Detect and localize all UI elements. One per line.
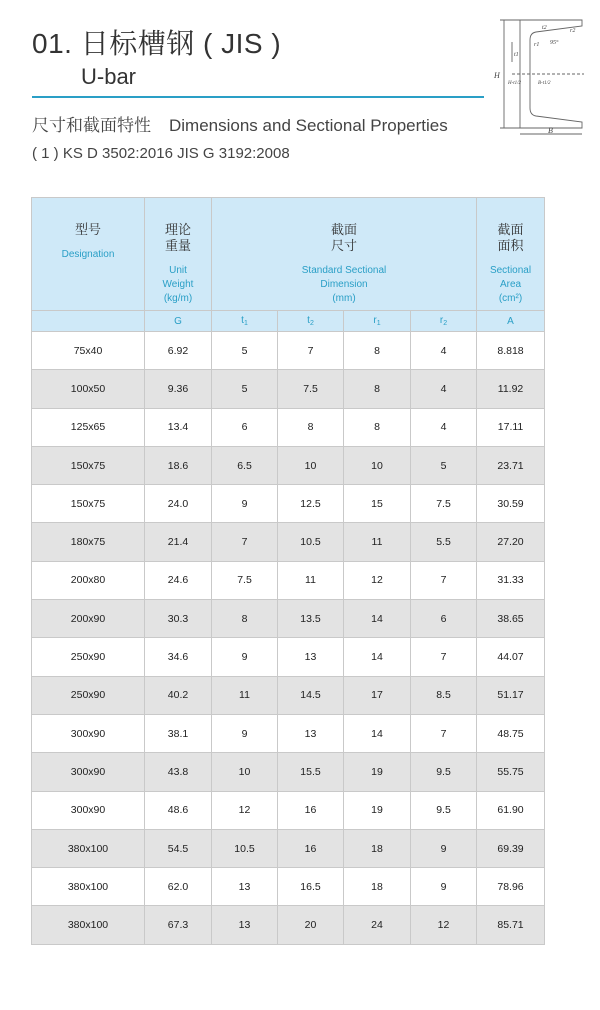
cell-area: 61.90 bbox=[477, 791, 545, 829]
table-row bbox=[32, 332, 545, 370]
cell-r1: 14 bbox=[344, 600, 411, 638]
cell-r2: 9.5 bbox=[411, 753, 477, 791]
cell-t2: 11 bbox=[278, 561, 344, 599]
cell-t2: 20 bbox=[278, 906, 344, 944]
u-channel-diagram bbox=[490, 12, 585, 137]
subheader-r1: $r_1$ bbox=[344, 311, 411, 332]
cell-weight: 6.92 bbox=[145, 332, 212, 370]
cell-area: 85.71 bbox=[477, 906, 545, 944]
cell-r1: 14 bbox=[344, 638, 411, 676]
cell-t1: 5 bbox=[212, 370, 278, 408]
cell-weight: 54.5 bbox=[145, 829, 212, 867]
cell-t1: 10.5 bbox=[212, 829, 278, 867]
cell-r2: 4 bbox=[411, 370, 477, 408]
cell-t1: 10 bbox=[212, 753, 278, 791]
cell-t2: 8 bbox=[278, 408, 344, 446]
cell-t2: 13.5 bbox=[278, 600, 344, 638]
cell-t1: 9 bbox=[212, 638, 278, 676]
table-row bbox=[32, 485, 545, 523]
cell-r2: 8.5 bbox=[411, 676, 477, 714]
cell-r2: 7 bbox=[411, 561, 477, 599]
cell-r2: 7 bbox=[411, 638, 477, 676]
cell-t2: 12.5 bbox=[278, 485, 344, 523]
diagram-label-r2: r2 bbox=[570, 28, 576, 34]
cell-area: 11.92 bbox=[477, 370, 545, 408]
cell-t1: 7 bbox=[212, 523, 278, 561]
cell-area: 55.75 bbox=[477, 753, 545, 791]
cell-area: 23.71 bbox=[477, 446, 545, 484]
table-row bbox=[32, 446, 545, 484]
cell-r1: 14 bbox=[344, 714, 411, 752]
cell-weight: 34.6 bbox=[145, 638, 212, 676]
table-row bbox=[32, 561, 545, 599]
cell-r2: 7.5 bbox=[411, 485, 477, 523]
cell-t2: 7.5 bbox=[278, 370, 344, 408]
table-row bbox=[32, 906, 545, 944]
cell-r2: 9 bbox=[411, 829, 477, 867]
cell-r2: 4 bbox=[411, 408, 477, 446]
table-row bbox=[32, 829, 545, 867]
cell-designation: 125x65 bbox=[32, 408, 145, 446]
diagram-label-h-half: H-t1/2 bbox=[508, 81, 522, 86]
table-row bbox=[32, 408, 545, 446]
section-heading bbox=[32, 111, 448, 136]
table-row bbox=[32, 370, 545, 408]
section-heading-zh: 尺寸和截面特性 bbox=[32, 116, 151, 135]
diagram-label-b: B bbox=[548, 126, 553, 135]
header-weight: 理论 重量 Unit Weight (kg/m) bbox=[145, 198, 212, 311]
table-row bbox=[32, 753, 545, 791]
cell-t2: 15.5 bbox=[278, 753, 344, 791]
cell-r1: 12 bbox=[344, 561, 411, 599]
header-area: 截面 面积 Sectional Area (cm²) bbox=[477, 198, 545, 311]
cell-r1: 8 bbox=[344, 370, 411, 408]
cell-t1: 11 bbox=[212, 676, 278, 714]
cell-r1: 19 bbox=[344, 791, 411, 829]
specification-table bbox=[31, 197, 545, 945]
cell-r2: 5 bbox=[411, 446, 477, 484]
cell-area: 51.17 bbox=[477, 676, 545, 714]
cell-weight: 48.6 bbox=[145, 791, 212, 829]
cell-weight: 21.4 bbox=[145, 523, 212, 561]
cell-designation: 300x90 bbox=[32, 753, 145, 791]
cell-r1: 8 bbox=[344, 408, 411, 446]
cell-designation: 380x100 bbox=[32, 829, 145, 867]
table-row bbox=[32, 676, 545, 714]
subheader-a: A bbox=[477, 311, 545, 332]
table-row bbox=[32, 600, 545, 638]
cell-designation: 380x100 bbox=[32, 906, 145, 944]
cell-area: 78.96 bbox=[477, 868, 545, 906]
diagram-label-angle: 95° bbox=[550, 40, 559, 46]
cell-designation: 200x80 bbox=[32, 561, 145, 599]
cell-r2: 9.5 bbox=[411, 791, 477, 829]
section-heading-en: Dimensions and Sectional Properties bbox=[169, 116, 448, 135]
table-row bbox=[32, 523, 545, 561]
cell-area: 38.65 bbox=[477, 600, 545, 638]
cell-t2: 13 bbox=[278, 638, 344, 676]
cell-t2: 10.5 bbox=[278, 523, 344, 561]
subheader-designation-spacer bbox=[32, 311, 145, 332]
cell-t1: 9 bbox=[212, 714, 278, 752]
cell-r1: 19 bbox=[344, 753, 411, 791]
cell-weight: 38.1 bbox=[145, 714, 212, 752]
diagram-label-t1: t1 bbox=[514, 52, 519, 58]
cell-t1: 12 bbox=[212, 791, 278, 829]
cell-r1: 24 bbox=[344, 906, 411, 944]
cell-t1: 6 bbox=[212, 408, 278, 446]
subheader-r2: $r_2$ bbox=[411, 311, 477, 332]
cell-t1: 9 bbox=[212, 485, 278, 523]
cell-r2: 7 bbox=[411, 714, 477, 752]
cell-weight: 9.36 bbox=[145, 370, 212, 408]
cell-designation: 300x90 bbox=[32, 791, 145, 829]
cell-weight: 30.3 bbox=[145, 600, 212, 638]
diagram-label-r1: r1 bbox=[534, 42, 540, 48]
cell-r1: 8 bbox=[344, 332, 411, 370]
cell-r1: 17 bbox=[344, 676, 411, 714]
cell-t2: 14.5 bbox=[278, 676, 344, 714]
cell-area: 27.20 bbox=[477, 523, 545, 561]
cell-designation: 300x90 bbox=[32, 714, 145, 752]
cell-area: 44.07 bbox=[477, 638, 545, 676]
cell-weight: 40.2 bbox=[145, 676, 212, 714]
subheader-t2: $t_2$ bbox=[278, 311, 344, 332]
cell-designation: 100x50 bbox=[32, 370, 145, 408]
cell-t1: 13 bbox=[212, 906, 278, 944]
cell-area: 48.75 bbox=[477, 714, 545, 752]
title-divider bbox=[32, 96, 484, 98]
cell-t1: 5 bbox=[212, 332, 278, 370]
cell-r1: 15 bbox=[344, 485, 411, 523]
cell-designation: 380x100 bbox=[32, 868, 145, 906]
standard-reference: ( 1 ) KS D 3502:2016 JIS G 3192:2008 bbox=[32, 145, 290, 162]
cell-r1: 18 bbox=[344, 868, 411, 906]
cell-t2: 16 bbox=[278, 791, 344, 829]
cell-t2: 13 bbox=[278, 714, 344, 752]
cell-weight: 62.0 bbox=[145, 868, 212, 906]
cell-r2: 9 bbox=[411, 868, 477, 906]
cell-designation: 250x90 bbox=[32, 638, 145, 676]
diagram-label-b-half: B-t1/2 bbox=[538, 81, 551, 86]
cell-r1: 10 bbox=[344, 446, 411, 484]
cell-designation: 150x75 bbox=[32, 446, 145, 484]
cell-weight: 67.3 bbox=[145, 906, 212, 944]
cell-designation: 150x75 bbox=[32, 485, 145, 523]
cell-t2: 10 bbox=[278, 446, 344, 484]
cell-designation: 180x75 bbox=[32, 523, 145, 561]
cell-designation: 250x90 bbox=[32, 676, 145, 714]
cell-r2: 12 bbox=[411, 906, 477, 944]
header-dimension: 截面 尺寸 Standard Sectional Dimension (mm) bbox=[212, 198, 477, 311]
cell-r1: 11 bbox=[344, 523, 411, 561]
diagram-label-h: H bbox=[494, 71, 500, 80]
subheader-t1: $t_1$ bbox=[212, 311, 278, 332]
cell-t2: 7 bbox=[278, 332, 344, 370]
cell-area: 8.818 bbox=[477, 332, 545, 370]
table-row bbox=[32, 638, 545, 676]
table-row bbox=[32, 714, 545, 752]
cell-area: 17.11 bbox=[477, 408, 545, 446]
cell-designation: 200x90 bbox=[32, 600, 145, 638]
subheader-g: G bbox=[145, 311, 212, 332]
cell-weight: 24.0 bbox=[145, 485, 212, 523]
cell-t1: 8 bbox=[212, 600, 278, 638]
table-row bbox=[32, 868, 545, 906]
page-subtitle: U-bar bbox=[81, 64, 137, 89]
diagram-label-t2: t2 bbox=[542, 25, 547, 31]
cell-designation: 75x40 bbox=[32, 332, 145, 370]
cell-weight: 18.6 bbox=[145, 446, 212, 484]
cell-t2: 16.5 bbox=[278, 868, 344, 906]
cell-area: 30.59 bbox=[477, 485, 545, 523]
cell-t1: 13 bbox=[212, 868, 278, 906]
cell-weight: 43.8 bbox=[145, 753, 212, 791]
page-title: 01. 日标槽钢 ( JIS ) bbox=[32, 28, 282, 59]
cell-r1: 18 bbox=[344, 829, 411, 867]
cell-r2: 4 bbox=[411, 332, 477, 370]
cell-r2: 6 bbox=[411, 600, 477, 638]
cell-t1: 7.5 bbox=[212, 561, 278, 599]
table-row bbox=[32, 791, 545, 829]
cell-area: 31.33 bbox=[477, 561, 545, 599]
cell-weight: 24.6 bbox=[145, 561, 212, 599]
header-designation: 型号 Designation bbox=[32, 198, 145, 311]
cell-r2: 5.5 bbox=[411, 523, 477, 561]
cell-t1: 6.5 bbox=[212, 446, 278, 484]
cell-t2: 16 bbox=[278, 829, 344, 867]
cell-weight: 13.4 bbox=[145, 408, 212, 446]
cell-area: 69.39 bbox=[477, 829, 545, 867]
